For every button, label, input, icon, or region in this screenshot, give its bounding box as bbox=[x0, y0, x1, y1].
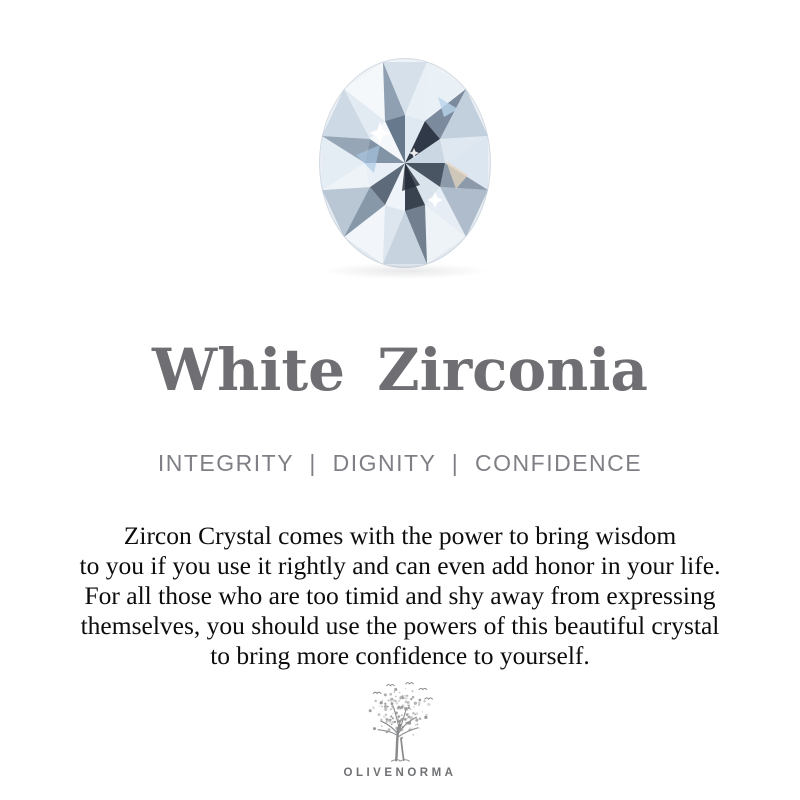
olive-tree-icon bbox=[352, 680, 448, 764]
description-line: to bring more confidence to yourself. bbox=[210, 641, 590, 670]
description-line: For all those who are too timid and shy away from expressing bbox=[84, 581, 716, 610]
description bbox=[0, 521, 800, 671]
gemstone-shadow bbox=[322, 263, 488, 279]
description-line: themselves, you should use the powers of this beautiful crystal bbox=[80, 611, 720, 640]
gemstone-image bbox=[318, 57, 492, 269]
white-zirconia-gem-icon bbox=[318, 57, 492, 269]
description-line: to you if you use it rightly and can even add honor in your life. bbox=[79, 551, 721, 580]
traits-subtitle: INTEGRITY | DIGNITY | CONFIDENCE bbox=[157, 450, 643, 476]
description-line: Zircon Crystal comes with the power to bring wisdom bbox=[123, 521, 677, 550]
brand-name: OLIVENORMA bbox=[343, 767, 457, 779]
page-title: White Zirconia bbox=[152, 336, 648, 404]
brand-logo bbox=[0, 680, 800, 779]
